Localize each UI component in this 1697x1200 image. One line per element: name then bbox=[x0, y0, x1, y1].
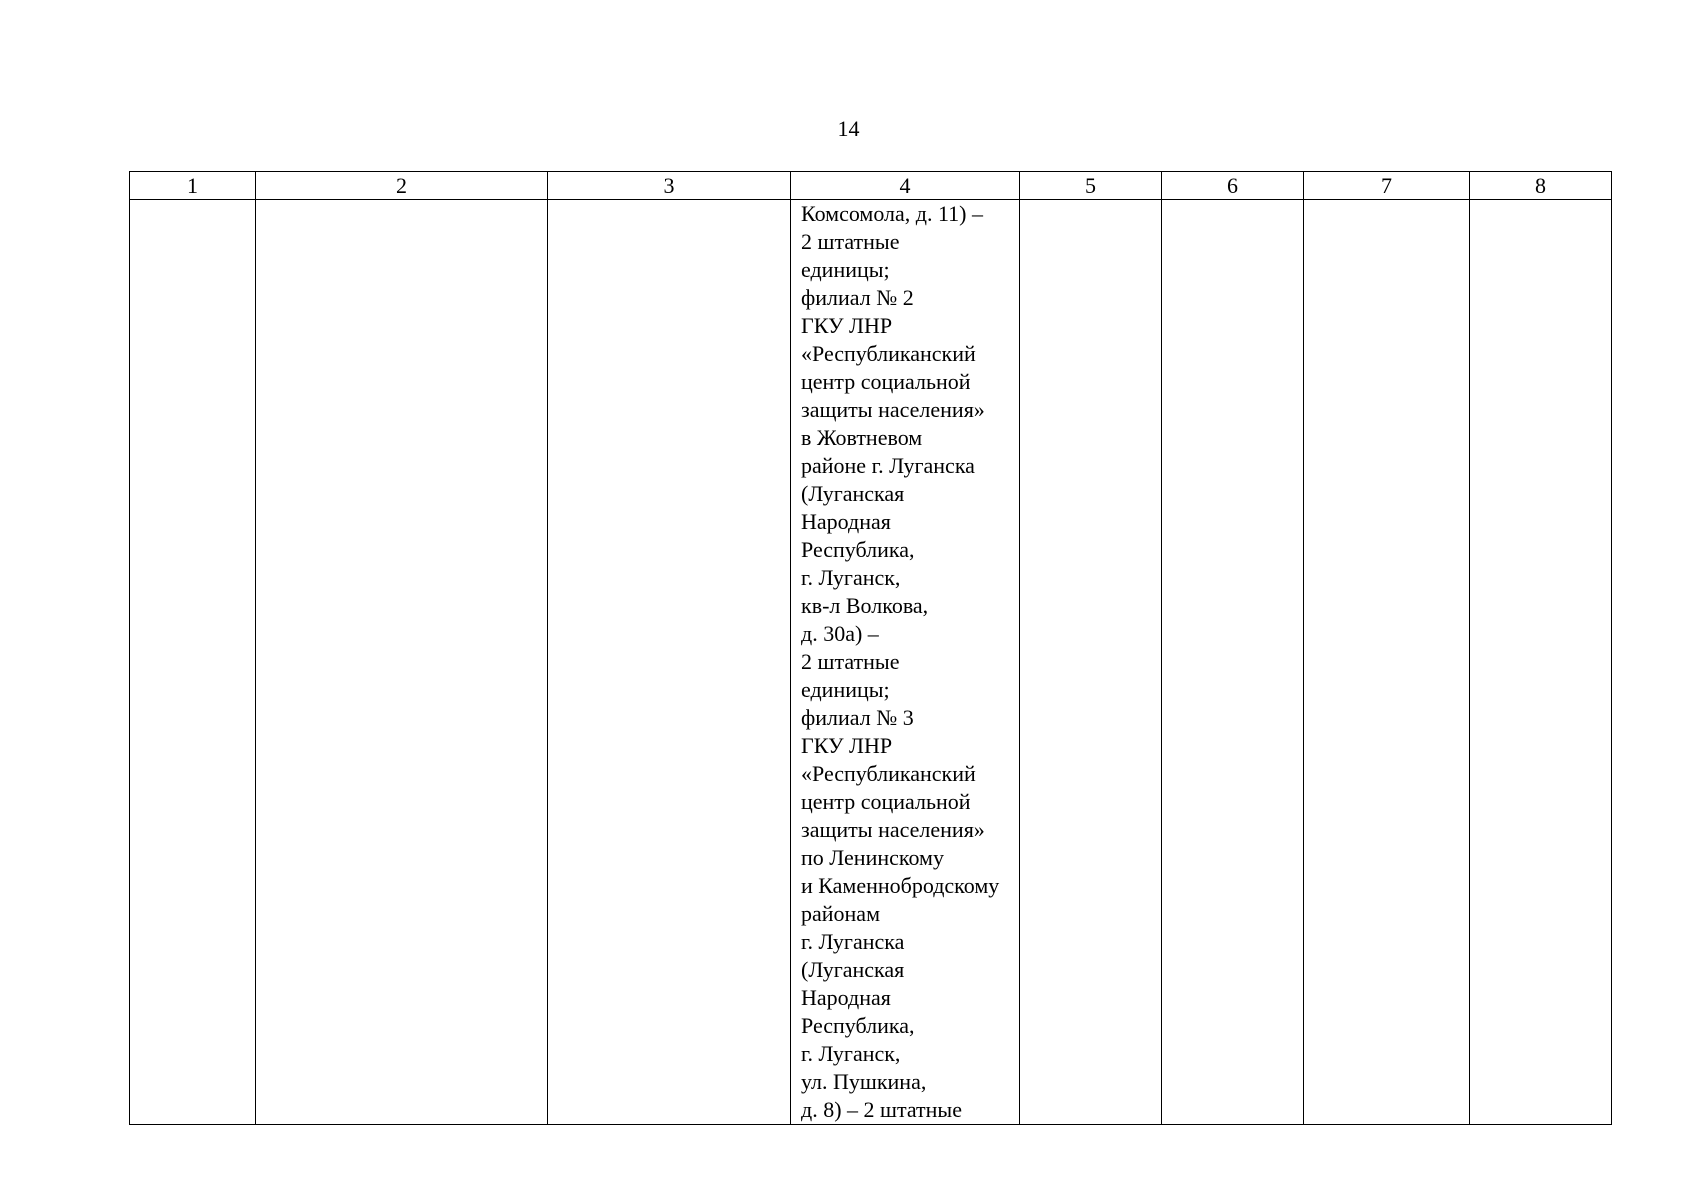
cell-text-line: Республика, bbox=[801, 1013, 915, 1038]
cell-text-line: центр социальной bbox=[801, 369, 971, 394]
cell-text-line: единицы; bbox=[801, 677, 890, 702]
cell-text-line: (Луганская bbox=[801, 481, 905, 506]
cell-text-line: д. 30а) – bbox=[801, 621, 879, 646]
cell-text-line: г. Луганск, bbox=[801, 565, 901, 590]
cell-text-line: и Каменнобродскому bbox=[801, 873, 1000, 898]
cell-text-line: Республика, bbox=[801, 537, 915, 562]
cell-text-line: Народная bbox=[801, 985, 891, 1010]
cell-col-7 bbox=[1304, 200, 1470, 1125]
column-header-3: 3 bbox=[548, 172, 791, 200]
document-table bbox=[129, 171, 1612, 1125]
header-row bbox=[130, 172, 1612, 200]
cell-text-line: (Луганская bbox=[801, 957, 905, 982]
cell-text-line: ул. Пушкина, bbox=[801, 1069, 927, 1094]
cell-col-2 bbox=[256, 200, 548, 1125]
cell-text-line: Народная bbox=[801, 509, 891, 534]
column-header-4: 4 bbox=[791, 172, 1020, 200]
cell-text-line: 2 штатные bbox=[801, 229, 900, 254]
cell-col-5 bbox=[1020, 200, 1162, 1125]
cell-col-3 bbox=[548, 200, 791, 1125]
cell-text-line: г. Луганск, bbox=[801, 1041, 901, 1066]
column-header-7: 7 bbox=[1304, 172, 1470, 200]
cell-text-line: центр социальной bbox=[801, 789, 971, 814]
cell-text-line: единицы; bbox=[801, 257, 890, 282]
table-row bbox=[130, 200, 1612, 1125]
column-header-5: 5 bbox=[1020, 172, 1162, 200]
cell-text-line: Комсомола, д. 11) – bbox=[801, 201, 984, 226]
branch-list-text bbox=[791, 200, 1019, 1124]
column-header-1: 1 bbox=[130, 172, 256, 200]
cell-text-line: по Ленинскому bbox=[801, 845, 944, 870]
cell-text-line: в Жовтневом bbox=[801, 425, 923, 450]
cell-text-line: районам bbox=[801, 901, 880, 926]
cell-col-6 bbox=[1162, 200, 1304, 1125]
cell-text-line: защиты населения» bbox=[801, 817, 985, 842]
page-number: 14 bbox=[837, 116, 860, 141]
column-header-2: 2 bbox=[256, 172, 548, 200]
column-header-6: 6 bbox=[1162, 172, 1304, 200]
cell-col-4 bbox=[791, 200, 1020, 1125]
cell-text-line: г. Луганска bbox=[801, 929, 905, 954]
cell-text-line: ГКУ ЛНР bbox=[801, 313, 893, 338]
cell-text-line: ГКУ ЛНР bbox=[801, 733, 893, 758]
column-header-8: 8 bbox=[1470, 172, 1612, 200]
cell-col-8 bbox=[1470, 200, 1612, 1125]
cell-text-line: защиты населения» bbox=[801, 397, 985, 422]
cell-col-1 bbox=[130, 200, 256, 1125]
cell-text-line: 2 штатные bbox=[801, 649, 900, 674]
cell-text-line: кв-л Волкова, bbox=[801, 593, 929, 618]
cell-text-line: районе г. Луганска bbox=[801, 453, 975, 478]
cell-text-line: «Республиканский bbox=[801, 761, 976, 786]
cell-text-line: филиал № 3 bbox=[801, 705, 914, 730]
cell-text-line: д. 8) – 2 штатные bbox=[801, 1097, 962, 1122]
cell-text-line: «Республиканский bbox=[801, 341, 976, 366]
cell-text-line: филиал № 2 bbox=[801, 285, 914, 310]
